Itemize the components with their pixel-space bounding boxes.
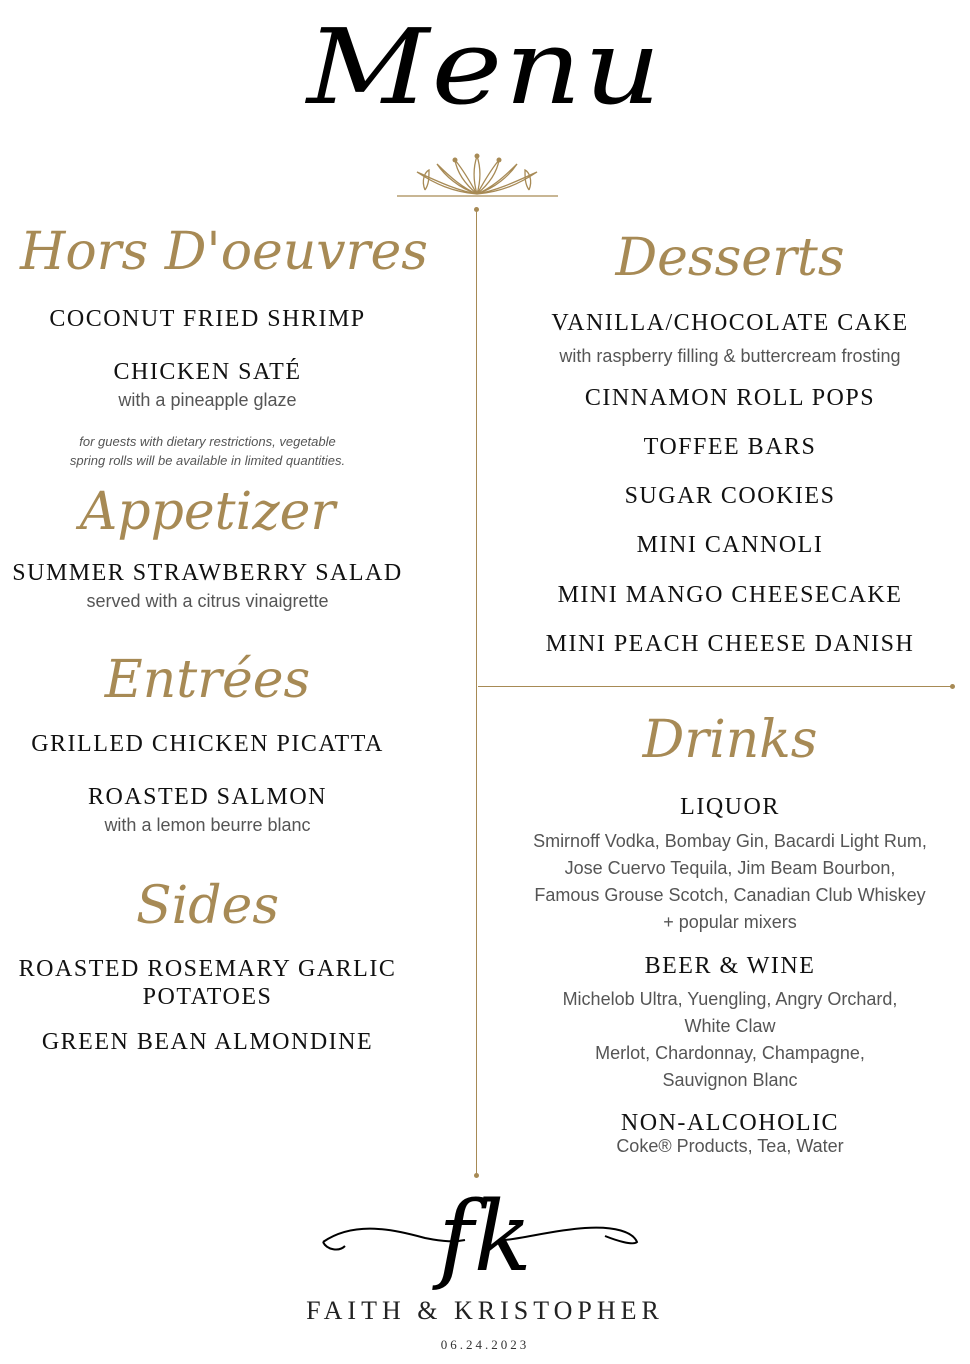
menu-item: SUGAR COOKIES	[624, 483, 836, 509]
menu-item: ROASTED ROSEMARY GARLIC	[18, 956, 397, 982]
menu-item: CHICKEN SATÉ	[113, 359, 302, 385]
drink-line: Sauvignon Blanc	[662, 1070, 798, 1090]
sides-heading: Sides	[136, 876, 279, 936]
menu-item: VANILLA/CHOCOLATE CAKE	[551, 310, 909, 336]
non-alcoholic-list: Coke® Products, Tea, Water	[616, 1136, 844, 1156]
menu-item: MINI PEACH CHEESE DANISH	[545, 631, 915, 657]
menu-item: TOFFEE BARS	[643, 434, 817, 460]
drink-line: Famous Grouse Scotch, Canadian Club Whiskey	[534, 885, 926, 905]
note-line: spring rolls will be available in limited quantities.	[69, 453, 346, 468]
vertical-divider	[476, 210, 477, 1175]
menu-item: COCONUT FRIED SHRIMP	[49, 306, 366, 332]
desserts-heading: Desserts	[615, 228, 845, 288]
drink-line: Merlot, Chardonnay, Champagne,	[595, 1043, 865, 1063]
drink-line: Michelob Ultra, Yuengling, Angry Orchard,	[562, 989, 898, 1009]
drink-category-title: NON-ALCOHOLIC	[620, 1110, 840, 1136]
menu-item: POTATOES	[142, 984, 273, 1010]
appetizer-heading: Appetizer	[79, 482, 336, 542]
drink-category-title: BEER & WINE	[644, 953, 816, 979]
menu-item-description: with raspberry filling & buttercream frosting	[559, 346, 901, 366]
floral-ornament-icon	[395, 150, 560, 200]
menu-title: Menu	[306, 6, 664, 128]
liquor-list	[500, 828, 960, 936]
drink-line: Smirnoff Vodka, Bombay Gin, Bacardi Light Rum,	[533, 831, 927, 851]
menu-item: MINI CANNOLI	[636, 532, 824, 558]
drink-line: White Claw	[684, 1016, 776, 1036]
menu-item-description: served with a citrus vinaigrette	[86, 591, 329, 611]
event-date: 06.24.2023	[440, 1337, 530, 1352]
note-line: for guests with dietary restrictions, vegetable	[79, 434, 336, 449]
drinks-heading: Drinks	[642, 710, 818, 770]
menu-item: CINNAMON ROLL POPS	[584, 385, 876, 411]
menu-item: GRILLED CHICKEN PICATTA	[31, 731, 384, 757]
drink-line: + popular mixers	[663, 912, 797, 932]
divider-dot	[950, 684, 955, 689]
dietary-note	[10, 432, 405, 470]
menu-item-description: with a pineapple glaze	[118, 390, 297, 410]
menu-item: GREEN BEAN ALMONDINE	[41, 1029, 374, 1055]
drink-line: Jose Cuervo Tequila, Jim Beam Bourbon,	[564, 858, 896, 878]
monogram-text: fk	[438, 1181, 532, 1293]
couple-names: FAITH & KRISTOPHER	[306, 1296, 664, 1325]
divider-dot	[474, 1173, 479, 1178]
horizontal-divider	[478, 686, 952, 687]
monogram-logo	[315, 1180, 655, 1300]
menu-item: ROASTED SALMON	[87, 784, 327, 810]
drink-category-title: LIQUOR	[680, 794, 780, 820]
entrees-heading: Entrées	[104, 650, 311, 710]
menu-item: MINI MANGO CHEESECAKE	[557, 582, 903, 608]
beer-wine-list	[500, 986, 960, 1094]
menu-item-description: with a lemon beurre blanc	[104, 815, 311, 835]
menu-item: SUMMER STRAWBERRY SALAD	[12, 560, 403, 586]
hors-doeuvres-heading: Hors D'oeuvres	[20, 222, 428, 282]
